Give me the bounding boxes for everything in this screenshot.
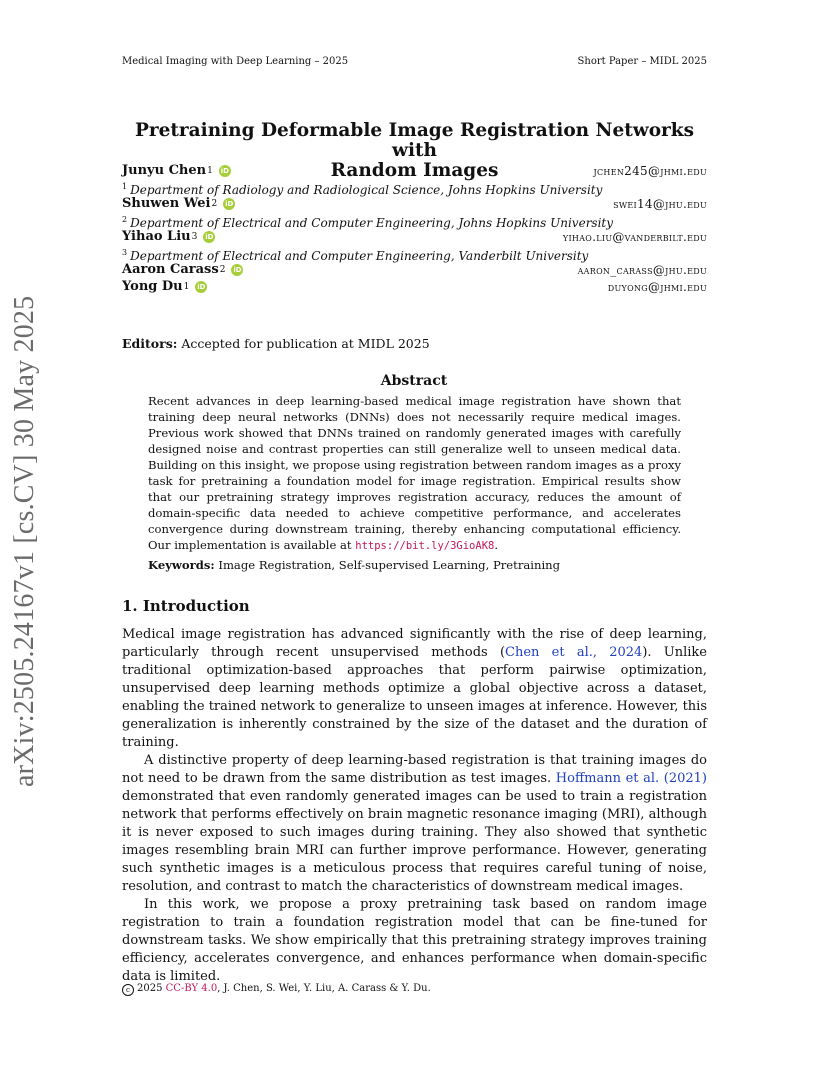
author-affil-sup: 3 [191, 231, 198, 242]
author-row [122, 162, 707, 179]
author-row [122, 278, 707, 295]
affiliation-sup: 2 [122, 215, 128, 224]
editors-label: Editors: [122, 336, 178, 351]
header-left: Medical Imaging with Deep Learning – 2025 [122, 56, 349, 67]
author-email[interactable]: jchen245@jhmi.edu [593, 163, 707, 178]
section-heading: 1. Introduction [122, 597, 250, 615]
editors-line [122, 336, 430, 351]
paragraph: In this work, we propose a proxy pretraining task based on random image registration to train a foundation registration model that can be fine-tuned for downstream tasks. We show empirically that this pretraining strategy improves training efficiency, accelerates convergence, and enhances performance when domain-specific data is limited. [122, 897, 707, 984]
citation-link[interactable]: Chen et al., 2024 [505, 645, 643, 660]
orcid-icon[interactable]: iD [220, 166, 229, 175]
paragraph-text: demonstrated that even randomly generated images can be used to train a registration network that performs effectively on brain magnetic resonance imaging (MRI), although it is never exposed to such images during training. They also showed that synthetic images resembling brain MRI can further improve performance. However, generating such synthetic images is a meticulous process that requires careful tuning of noise, resolution, and contrast to match the characteristics of downstream medical images. [122, 789, 707, 894]
affiliation-text: Department of Radiology and Radiological Science, Johns Hopkins University [130, 183, 603, 197]
paragraph [122, 752, 707, 896]
orcid-icon[interactable]: iD [205, 232, 214, 241]
footer-year: 2025 [137, 983, 163, 994]
author-name: Yong Du [122, 279, 183, 294]
orcid-icon[interactable]: iD [225, 199, 234, 208]
editors-text: Accepted for publication at MIDL 2025 [181, 336, 430, 351]
author-name: Junyu Chen [122, 163, 207, 178]
orcid-icon[interactable]: iD [233, 265, 242, 274]
arxiv-stamp[interactable]: arXiv:2505.24167v1 [cs.CV] 30 May 2025 [9, 296, 40, 788]
paragraph-text: Medical image registration has advanced significantly with the rise of deep learning, particularly through recent unsupervised methods ( [122, 627, 707, 660]
orcid-icon[interactable]: iD [197, 282, 206, 291]
keywords-label: Keywords: [148, 558, 215, 572]
copyright-footer [122, 983, 431, 996]
license-link[interactable]: CC-BY 4.0 [165, 983, 218, 994]
abstract-text: Recent advances in deep learning-based medical image registration have shown that training deep neural networks (DNNs) does not necessarily require medical images. Previous work showed that DNNs trained on randomly generated images with carefully designed noise and contrast properties can still generalize well to unseen medical data. Building on this insight, we propose using registration between random images as a proxy task for pretraining a foundation model for image registration. Empirical results show that our pretraining strategy improves registration accuracy, reduces the amount of domain-specific data needed to achieve competitive performance, and accelerates convergence during downstream training, thereby enhancing computational efficiency. Our implementation is available at [148, 394, 682, 552]
affiliation-sup: 3 [122, 248, 128, 257]
author-affil-sup: 2 [219, 264, 226, 275]
author-email[interactable]: aaron_carass@jhu.edu [577, 262, 707, 277]
author-row [122, 228, 707, 245]
affiliation [122, 179, 707, 195]
author-name: Shuwen Wei [122, 196, 211, 211]
intro-body [122, 626, 707, 986]
paragraph-text: A distinctive property of deep learning-based registration is that training images do not need to be drawn from the same distribution as test images. [122, 753, 707, 786]
citation-link[interactable]: Hoffmann et al. (2021) [555, 771, 707, 786]
header-right: Short Paper – MIDL 2025 [577, 56, 707, 67]
author-email[interactable]: swei14@jhu.edu [613, 196, 707, 211]
author-email[interactable]: duyong@jhmi.edu [607, 279, 707, 294]
author-block [122, 162, 707, 295]
author-row [122, 261, 707, 278]
paragraph [122, 626, 707, 752]
title-line-1: Pretraining Deformable Image Registration Networks with [134, 120, 695, 161]
footer-authors: , J. Chen, S. Wei, Y. Liu, A. Carass & Y. Du. [217, 983, 431, 994]
author-name: Yihao Liu [122, 229, 191, 244]
paragraph-text: ). Unlike traditional optimization-based approaches that perform pairwise optimization, unsupervised deep learning methods optimize a global objective across a dataset, enabling the trained network to generalize to unseen images at inference. However, this generalization is inherently constrained by the size of the dataset and the duration of training. [122, 645, 707, 750]
affiliation [122, 212, 707, 228]
affiliation-sup: 1 [122, 182, 128, 191]
abstract-heading: Abstract [380, 373, 448, 389]
running-header [122, 56, 707, 67]
author-email[interactable]: yihao.liu@vanderbilt.edu [562, 229, 707, 244]
affiliation-text: Department of Electrical and Computer Engineering, Vanderbilt University [130, 249, 589, 263]
abstract-body [148, 393, 681, 573]
title-line-2: Random Images [330, 160, 499, 181]
copyright-icon: c [122, 984, 134, 996]
author-affil-sup: 2 [211, 198, 218, 209]
affiliation-text: Department of Electrical and Computer Engineering, Johns Hopkins University [130, 216, 614, 230]
keywords-text: Image Registration, Self-supervised Learning, Pretraining [218, 558, 561, 572]
keywords-line [148, 557, 681, 573]
abstract-end: . [494, 538, 499, 552]
author-row [122, 195, 707, 212]
abstract-link[interactable]: https://bit.ly/3GioAK8 [355, 540, 495, 552]
author-affil-sup: 1 [207, 165, 213, 176]
author-name: Aaron Carass [122, 262, 219, 277]
author-affil-sup: 1 [183, 281, 190, 292]
affiliation [122, 245, 707, 261]
